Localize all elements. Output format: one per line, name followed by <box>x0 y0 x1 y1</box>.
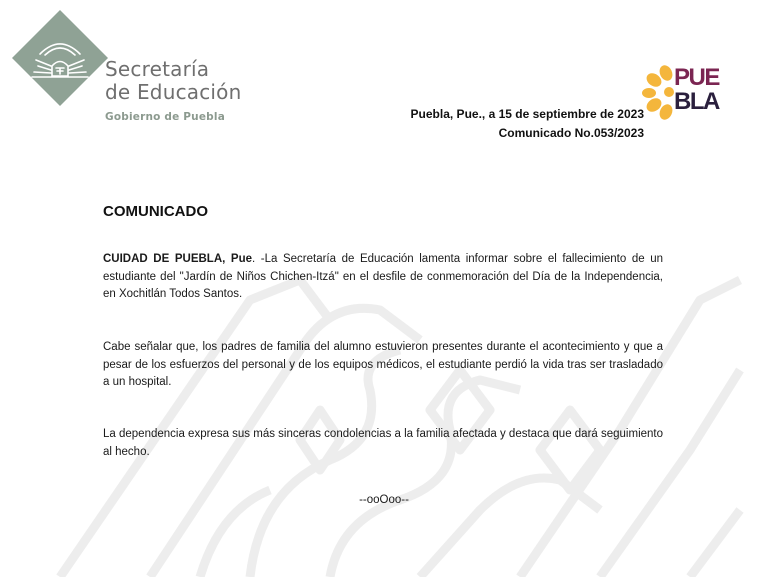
document-heading: COMUNICADO <box>103 203 208 220</box>
sep-name-line2: de Educación <box>105 80 242 104</box>
sep-name-line1: Secretaría <box>105 57 210 81</box>
paragraph-1-text: . -La Secretaría de Educación lamenta informar sobre el fallecimiento de un estudiante del "Jardín de Niños Chichen-Itzá" en el desfile de conmemoración del Día de la Independencia, en Xochitlán Todos Santos. <box>103 253 663 300</box>
closing-mark: --ooOoo-- <box>359 494 409 506</box>
puebla-logo-bottom: BLA <box>674 88 719 115</box>
puebla-logo <box>642 64 732 120</box>
date-place: Puebla, Pue., a 15 de septiembre de 2023 <box>410 107 644 121</box>
paragraph-2: Cabe señalar que, los padres de familia del alumno estuvieron presentes durante el acontecimiento y que a pesar de los esfuerzos del personal y de los equipos médicos, el estudiante perdió la vida tras ser trasladado a un hospital. <box>103 341 663 388</box>
puebla-flower-icon <box>642 64 678 120</box>
dateline-lead: CUIDAD DE PUEBLA, Pue <box>103 253 252 265</box>
puebla-emblem-watermark-icon <box>0 260 768 577</box>
sep-emblem-icon <box>12 10 108 106</box>
paragraph-1 <box>103 251 663 304</box>
paragraph-3: La dependencia expresa sus más sinceras condolencias a la familia afectada y destaca que dará seguimiento al hecho. <box>103 428 664 458</box>
release-number: Comunicado No.053/2023 <box>498 126 644 140</box>
sep-subtitle: Gobierno de Puebla <box>105 111 225 123</box>
puebla-logo-top: PUE <box>674 64 719 91</box>
dateline-block <box>411 105 644 143</box>
